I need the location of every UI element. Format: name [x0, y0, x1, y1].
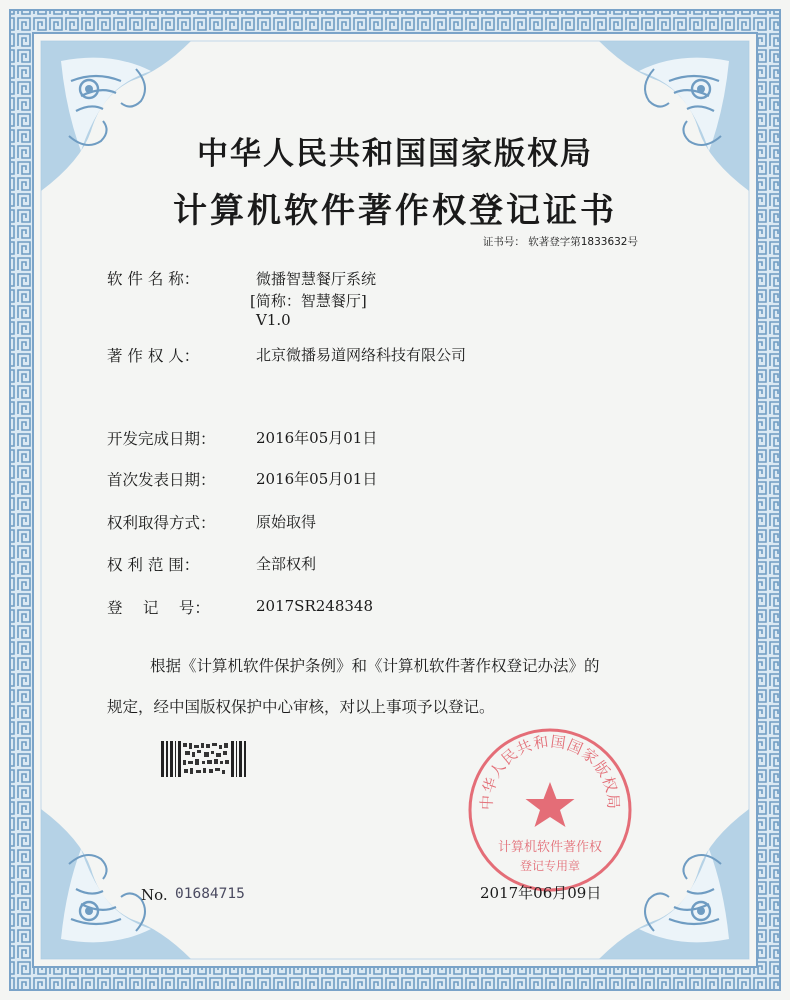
qr-barcode	[161, 741, 249, 777]
registration-number-label: 登 记 号：	[107, 599, 210, 617]
rights-scope: 全部权利	[256, 555, 317, 573]
software-name-label: 软 件 名 称：	[107, 270, 200, 288]
development-date: 2016年05月01日	[256, 429, 378, 447]
seal-top-text: 中华人民共和国国家版权局	[477, 732, 623, 811]
acquisition-method-label: 权利取得方式：	[107, 514, 216, 532]
statement-line-2: 规定，经中国版权保护中心审核，对以上事项予以登记。	[107, 698, 495, 716]
rights-scope-label: 权 利 范 围：	[107, 556, 200, 574]
seal-inner-text-2: 登记专用章	[519, 859, 581, 873]
serial-number-label: No.	[141, 886, 168, 904]
software-version: V1.0	[256, 311, 291, 329]
issuing-authority: 中华人民共和国国家版权局	[197, 136, 593, 172]
official-seal	[464, 724, 636, 896]
software-short-name: [简称：智慧餐厅]	[250, 292, 367, 310]
publication-date: 2016年05月01日	[256, 470, 378, 488]
acquisition-method: 原始取得	[256, 513, 317, 531]
serial-number: 01684715	[175, 886, 245, 902]
certificate-title: 计算机软件著作权登记证书	[173, 191, 617, 231]
seal-inner-text-1: 计算机软件著作权	[497, 840, 603, 855]
software-name: 微播智慧餐厅系统	[256, 270, 377, 288]
copyright-owner: 北京微播易道网络科技有限公司	[256, 346, 467, 364]
certificate-number: 证书号： 软著登字第1833632号	[482, 236, 638, 248]
issue-date: 2017年06月09日	[480, 884, 602, 902]
publication-date-label: 首次发表日期：	[107, 471, 216, 489]
seal-star-icon	[526, 782, 575, 827]
development-date-label: 开发完成日期：	[107, 430, 216, 448]
statement-line-1: 根据《计算机软件保护条例》和《计算机软件著作权登记办法》的	[150, 657, 600, 675]
copyright-owner-label: 著 作 权 人：	[107, 347, 200, 365]
registration-number: 2017SR248348	[256, 597, 374, 615]
